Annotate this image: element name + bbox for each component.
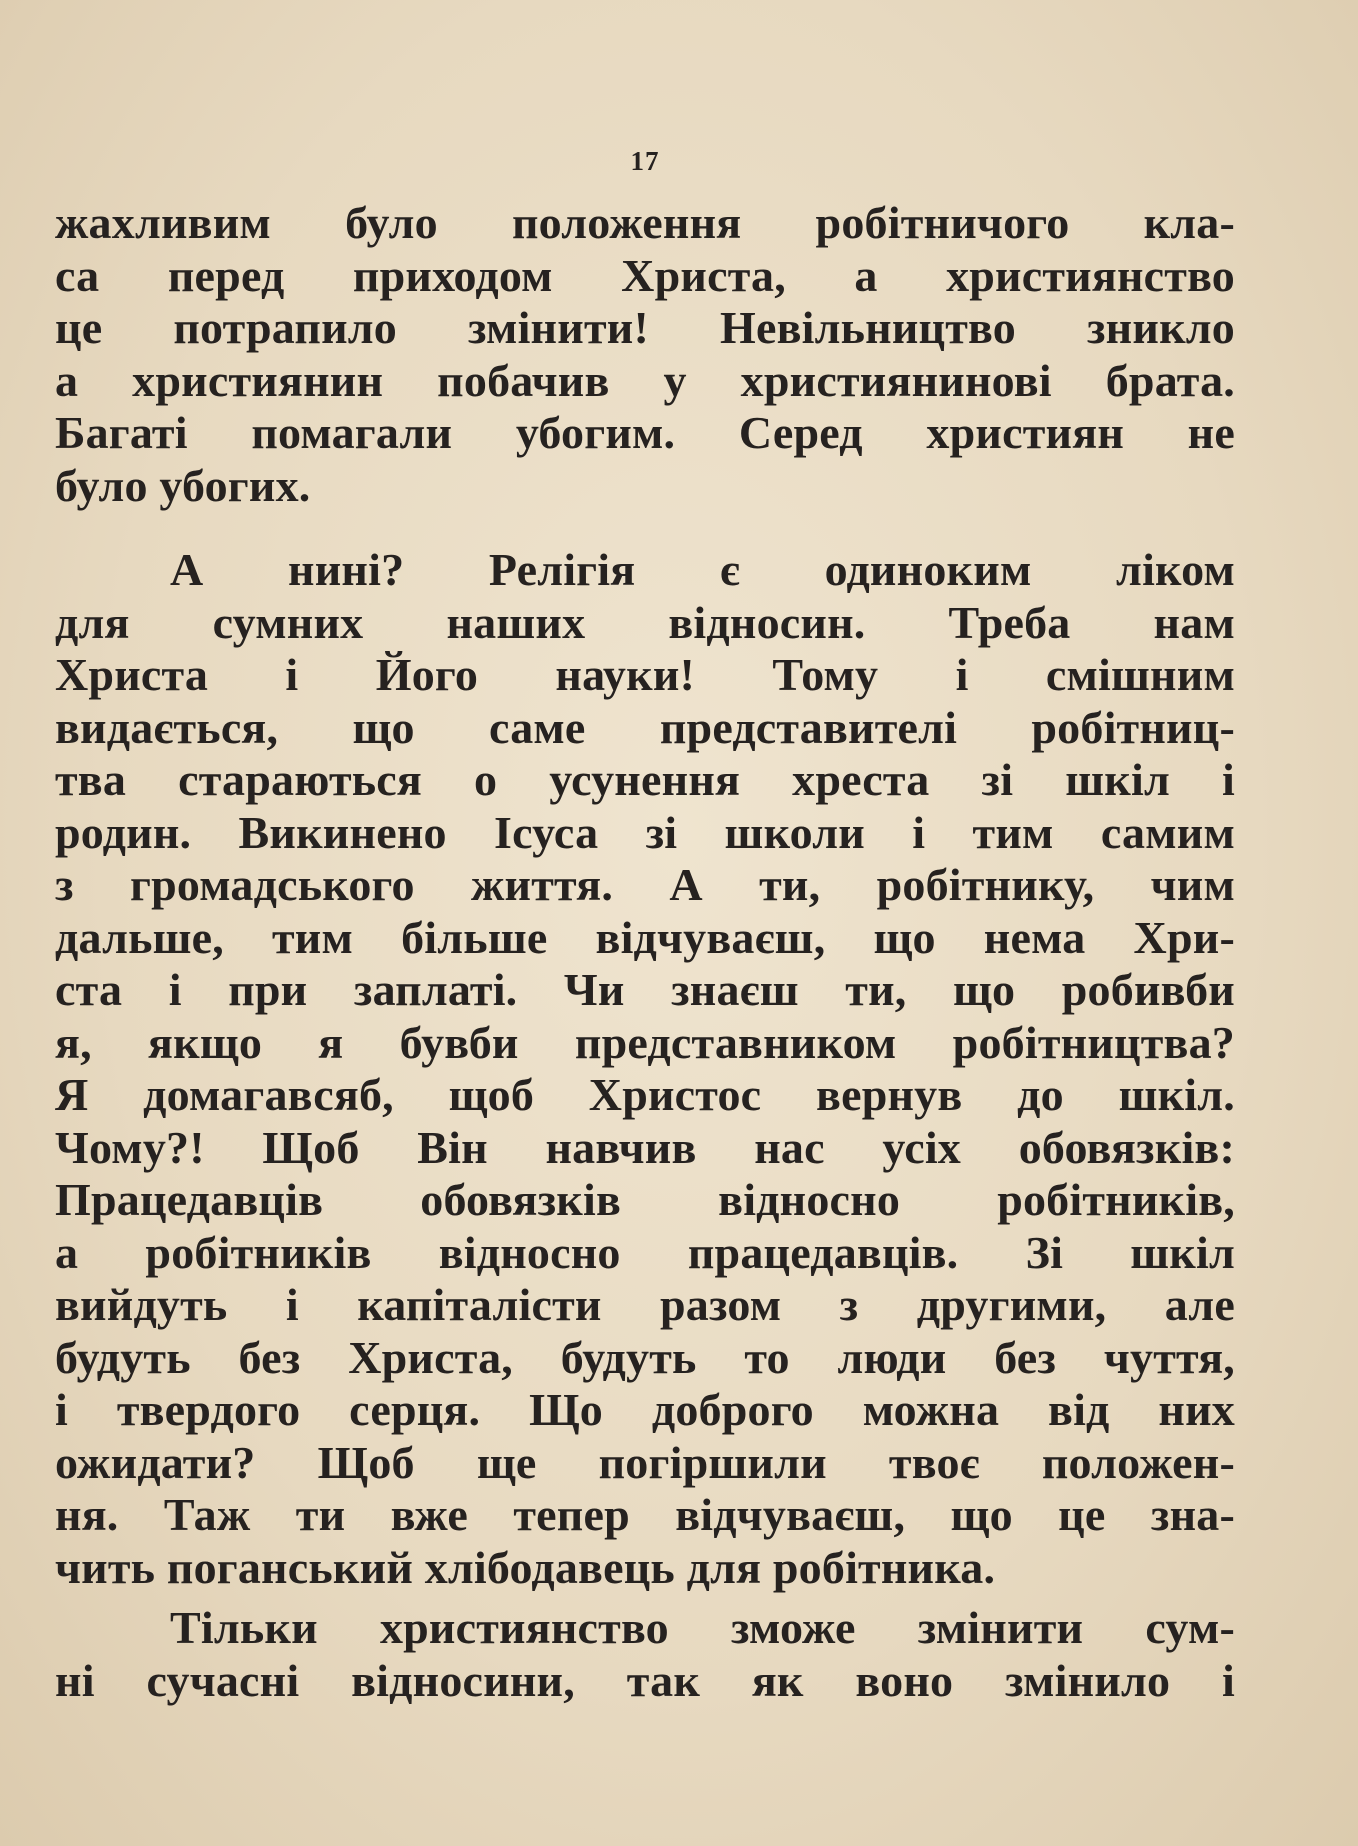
text-line: ня. Таж ти вже тепер відчуваєш, що це зна- <box>55 1489 1235 1540</box>
page-text <box>55 197 1235 1707</box>
text-line: Багаті помагали убогим. Серед християн не <box>55 407 1235 458</box>
text-line: а християнин побачив у християнинові брата. <box>55 354 1235 406</box>
text-line: це потрапило змінити! Невільництво зникло <box>55 302 1235 353</box>
text-line: будуть без Христа, будуть то люди без чуття, <box>55 1331 1235 1383</box>
paragraph-gap <box>55 1594 1235 1602</box>
text-line: ні сучасні відносини, так як воно змінило і <box>55 1654 1235 1706</box>
text-line: видається, що саме представителі робітниц- <box>55 701 1235 753</box>
text-line: Христа і Його науки! Тому і смішним <box>55 649 1235 700</box>
text-line: Я домагавсяб, щоб Христос вернув до шкіл. <box>55 1069 1235 1120</box>
text-line: і твердого серця. Що доброго можна від них <box>55 1384 1235 1435</box>
paragraph-gap <box>55 512 1235 544</box>
text-line: ста і при заплаті. Чи знаєш ти, що робивби <box>55 964 1235 1015</box>
book-page <box>55 0 1235 1846</box>
text-line: Працедавців обовязків відносно робітників, <box>55 1174 1235 1225</box>
paragraph <box>55 1602 1235 1707</box>
text-line: з громадського життя. А ти, робітнику, чим <box>55 859 1235 910</box>
text-line: тва стараються о усунення хреста зі шкіл і <box>55 754 1235 805</box>
text-line: са перед приходом Христа, а християнство <box>55 249 1235 301</box>
text-line: вийдуть і капіталісти разом з другими, але <box>55 1279 1235 1330</box>
text-line: а робітників відносно працедавців. Зі шкіл <box>55 1226 1235 1278</box>
text-line: жахливим було положення робітничого кла- <box>55 197 1235 248</box>
text-line: Тільки християнство зможе змінити сум- <box>170 1602 1235 1653</box>
text-line: я, якщо я бувби представником робітництва? <box>55 1016 1235 1068</box>
text-line: для сумних наших відносин. Треба нам <box>55 596 1235 648</box>
paragraph <box>55 197 1235 512</box>
text-line: А нині? Релігія є одиноким ліком <box>170 544 1235 595</box>
text-line: було убогих. <box>55 459 311 511</box>
text-line: дальше, тим більше відчуваєш, що нема Хри- <box>55 911 1235 963</box>
text-line: чить поганський хлібодавець для робітника. <box>55 1541 996 1593</box>
text-line: родин. Викинено Ісуса зі школи і тим самим <box>55 806 1235 858</box>
text-line: ожидати? Щоб ще погіршили твоє положен- <box>55 1436 1235 1488</box>
page-number: 17 <box>630 146 660 176</box>
paragraph <box>55 544 1235 1594</box>
text-line: Чому?! Щоб Він навчив нас усіх обовязків: <box>55 1121 1235 1173</box>
